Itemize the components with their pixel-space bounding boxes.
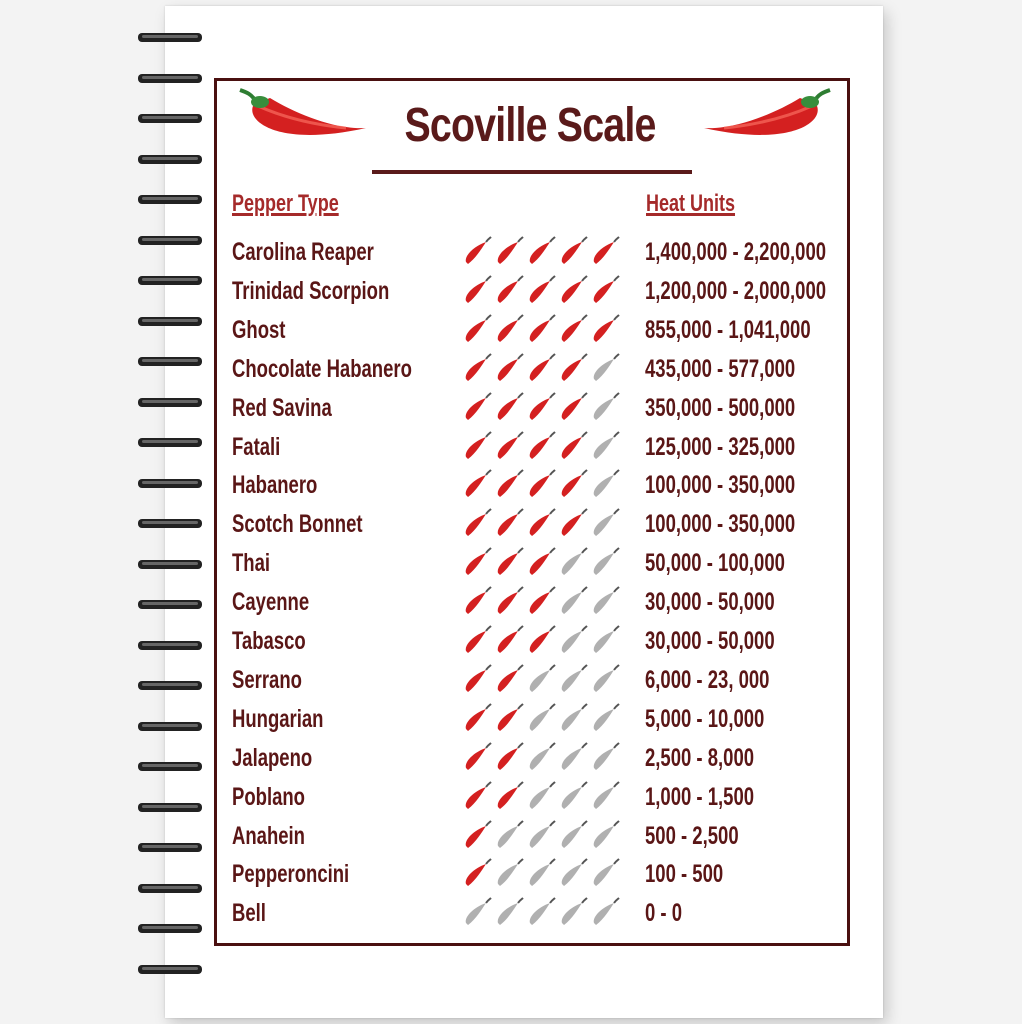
chili-pepper-icon bbox=[590, 508, 620, 538]
heat-rating bbox=[462, 353, 620, 383]
chili-pepper-icon bbox=[494, 703, 524, 733]
chili-pepper-icon bbox=[462, 625, 492, 655]
chili-pepper-icon bbox=[462, 469, 492, 499]
chili-pepper-icon bbox=[558, 781, 588, 811]
table-row bbox=[0, 390, 1022, 429]
heat-rating bbox=[462, 625, 620, 655]
chili-pepper-icon bbox=[526, 820, 556, 850]
chili-pepper-icon bbox=[462, 236, 492, 266]
heat-units-value: 500 - 2,500 bbox=[645, 821, 739, 850]
chili-pepper-icon bbox=[558, 586, 588, 616]
pepper-name: Red Savina bbox=[232, 393, 332, 422]
table-row bbox=[0, 351, 1022, 390]
table-row bbox=[0, 623, 1022, 662]
heat-rating bbox=[462, 547, 620, 577]
table-row bbox=[0, 545, 1022, 584]
chili-pepper-icon bbox=[236, 84, 376, 156]
chili-pepper-icon bbox=[558, 664, 588, 694]
chili-pepper-icon bbox=[494, 781, 524, 811]
heat-units-value: 2,500 - 8,000 bbox=[645, 743, 755, 772]
chili-pepper-icon bbox=[590, 703, 620, 733]
chili-pepper-icon bbox=[526, 547, 556, 577]
chili-pepper-icon bbox=[590, 547, 620, 577]
chili-pepper-icon bbox=[526, 508, 556, 538]
chili-pepper-icon bbox=[494, 314, 524, 344]
chili-pepper-icon bbox=[558, 392, 588, 422]
chili-pepper-icon bbox=[590, 586, 620, 616]
table-row bbox=[0, 312, 1022, 351]
heat-units-value: 100 - 500 bbox=[645, 860, 724, 889]
chili-pepper-icon bbox=[558, 625, 588, 655]
chili-pepper-icon bbox=[526, 586, 556, 616]
chili-pepper-icon bbox=[462, 897, 492, 927]
table-row bbox=[0, 467, 1022, 506]
chili-pepper-icon bbox=[494, 508, 524, 538]
pepper-name: Anahein bbox=[232, 821, 305, 850]
chili-pepper-icon bbox=[494, 858, 524, 888]
chili-pepper-icon bbox=[494, 742, 524, 772]
chili-pepper-icon bbox=[526, 742, 556, 772]
chili-pepper-icon bbox=[526, 858, 556, 888]
pepper-name: Poblano bbox=[232, 782, 305, 811]
heat-units-value: 5,000 - 10,000 bbox=[645, 704, 765, 733]
chili-pepper-icon bbox=[694, 84, 834, 156]
heat-units-value: 100,000 - 350,000 bbox=[645, 471, 796, 500]
heat-rating bbox=[462, 858, 620, 888]
chili-pepper-icon bbox=[494, 392, 524, 422]
heat-rating bbox=[462, 508, 620, 538]
chili-pepper-icon bbox=[462, 353, 492, 383]
chili-pepper-icon bbox=[590, 314, 620, 344]
chili-pepper-icon bbox=[590, 664, 620, 694]
heat-units-value: 50,000 - 100,000 bbox=[645, 549, 785, 578]
heat-rating bbox=[462, 314, 620, 344]
chili-pepper-icon bbox=[590, 897, 620, 927]
chili-pepper-icon bbox=[462, 314, 492, 344]
chili-pepper-icon bbox=[526, 625, 556, 655]
table-row bbox=[0, 818, 1022, 857]
chili-pepper-icon bbox=[590, 469, 620, 499]
pepper-name: Chocolate Habanero bbox=[232, 354, 412, 383]
chili-pepper-icon bbox=[526, 469, 556, 499]
chili-pepper-icon bbox=[494, 431, 524, 461]
chili-pepper-icon bbox=[462, 547, 492, 577]
chili-pepper-icon bbox=[526, 314, 556, 344]
chili-pepper-icon bbox=[494, 625, 524, 655]
column-header-pepper-type: Pepper Type bbox=[232, 190, 339, 217]
heat-units-value: 435,000 - 577,000 bbox=[645, 354, 796, 383]
page-title: Scoville Scale bbox=[404, 99, 656, 152]
heat-units-value: 30,000 - 50,000 bbox=[645, 627, 775, 655]
chili-pepper-icon bbox=[590, 820, 620, 850]
table-row bbox=[0, 740, 1022, 779]
heat-rating bbox=[462, 469, 620, 499]
pepper-name: Serrano bbox=[232, 665, 302, 694]
chili-pepper-icon bbox=[590, 781, 620, 811]
chili-pepper-icon bbox=[558, 742, 588, 772]
chili-pepper-icon bbox=[462, 858, 492, 888]
pepper-name: Tabasco bbox=[232, 627, 306, 655]
table-row bbox=[0, 701, 1022, 740]
heat-units-value: 125,000 - 325,000 bbox=[645, 432, 796, 461]
pepper-name: Cayenne bbox=[232, 588, 310, 617]
chili-pepper-icon bbox=[558, 275, 588, 305]
chili-pepper-icon bbox=[462, 664, 492, 694]
chili-pepper-icon bbox=[494, 897, 524, 927]
table-row bbox=[0, 506, 1022, 545]
chili-pepper-icon bbox=[526, 353, 556, 383]
table-row bbox=[0, 895, 1022, 934]
heat-rating bbox=[462, 781, 620, 811]
chili-pepper-icon bbox=[526, 431, 556, 461]
table-row bbox=[0, 273, 1022, 312]
chili-pepper-icon bbox=[462, 392, 492, 422]
column-header-heat-units: Heat Units bbox=[646, 190, 736, 217]
table-row bbox=[0, 662, 1022, 701]
pepper-name: Bell bbox=[232, 899, 266, 928]
heat-rating bbox=[462, 897, 620, 927]
chili-pepper-icon bbox=[462, 275, 492, 305]
spiral-coil bbox=[138, 30, 202, 46]
heat-units-value: 855,000 - 1,041,000 bbox=[645, 315, 811, 344]
table-row bbox=[0, 234, 1022, 273]
heat-units-value: 0 - 0 bbox=[645, 899, 683, 928]
heat-rating bbox=[462, 586, 620, 616]
chili-pepper-icon bbox=[462, 508, 492, 538]
heat-rating bbox=[462, 703, 620, 733]
chili-pepper-icon bbox=[526, 664, 556, 694]
chili-pepper-icon bbox=[462, 820, 492, 850]
chili-pepper-icon bbox=[590, 742, 620, 772]
chili-pepper-icon bbox=[590, 431, 620, 461]
table-row bbox=[0, 779, 1022, 818]
pepper-name: Carolina Reaper bbox=[232, 238, 374, 266]
chili-pepper-icon bbox=[494, 820, 524, 850]
chili-pepper-icon bbox=[558, 353, 588, 383]
chili-pepper-icon bbox=[558, 431, 588, 461]
spiral-coil bbox=[138, 192, 202, 208]
chili-pepper-icon bbox=[462, 742, 492, 772]
pepper-name: Hungarian bbox=[232, 704, 324, 733]
heat-rating bbox=[462, 431, 620, 461]
chili-pepper-icon bbox=[526, 275, 556, 305]
pepper-name: Ghost bbox=[232, 315, 286, 344]
chili-pepper-icon bbox=[494, 469, 524, 499]
heat-units-value: 6,000 - 23, 000 bbox=[645, 665, 770, 694]
heat-rating bbox=[462, 742, 620, 772]
chili-pepper-icon bbox=[558, 469, 588, 499]
chili-pepper-icon bbox=[590, 353, 620, 383]
chili-pepper-icon bbox=[494, 236, 524, 266]
chili-pepper-icon bbox=[558, 820, 588, 850]
chili-pepper-icon bbox=[590, 236, 620, 266]
pepper-name: Jalapeno bbox=[232, 743, 313, 772]
chili-pepper-icon bbox=[526, 392, 556, 422]
heat-units-value: 1,200,000 - 2,000,000 bbox=[645, 276, 827, 305]
table-row bbox=[0, 856, 1022, 895]
chili-pepper-icon bbox=[494, 586, 524, 616]
heat-rating bbox=[462, 664, 620, 694]
chili-pepper-icon bbox=[526, 236, 556, 266]
heat-units-value: 30,000 - 50,000 bbox=[645, 588, 775, 617]
spiral-coil bbox=[138, 962, 202, 978]
chili-pepper-icon bbox=[590, 275, 620, 305]
chili-pepper-icon bbox=[526, 897, 556, 927]
chili-pepper-icon bbox=[558, 508, 588, 538]
chili-pepper-icon bbox=[558, 703, 588, 733]
pepper-name: Habanero bbox=[232, 471, 318, 500]
heat-units-value: 1,000 - 1,500 bbox=[645, 782, 755, 811]
table-row bbox=[0, 584, 1022, 623]
chili-pepper-icon bbox=[494, 353, 524, 383]
pepper-name: Thai bbox=[232, 549, 271, 578]
table-row bbox=[0, 429, 1022, 468]
pepper-name: Fatali bbox=[232, 432, 281, 461]
heat-units-value: 350,000 - 500,000 bbox=[645, 393, 796, 422]
heat-units-value: 1,400,000 - 2,200,000 bbox=[645, 238, 827, 266]
chili-pepper-icon bbox=[494, 275, 524, 305]
chili-pepper-icon bbox=[558, 858, 588, 888]
heat-rating bbox=[462, 275, 620, 305]
pepper-name: Scotch Bonnet bbox=[232, 510, 363, 539]
chili-pepper-icon bbox=[526, 703, 556, 733]
chili-pepper-icon bbox=[590, 625, 620, 655]
chili-pepper-icon bbox=[558, 314, 588, 344]
pepper-name: Trinidad Scorpion bbox=[232, 276, 390, 305]
chili-pepper-icon bbox=[526, 781, 556, 811]
heat-rating bbox=[462, 236, 620, 266]
chili-pepper-icon bbox=[590, 858, 620, 888]
heat-rating bbox=[462, 392, 620, 422]
chili-pepper-icon bbox=[494, 664, 524, 694]
chili-pepper-icon bbox=[462, 703, 492, 733]
chili-pepper-icon bbox=[462, 431, 492, 461]
chili-pepper-icon bbox=[558, 547, 588, 577]
spiral-coil bbox=[138, 111, 202, 127]
chili-pepper-icon bbox=[558, 897, 588, 927]
chili-pepper-icon bbox=[462, 586, 492, 616]
heat-rating bbox=[462, 820, 620, 850]
chili-pepper-icon bbox=[590, 392, 620, 422]
pepper-name: Pepperoncini bbox=[232, 860, 350, 889]
spiral-coil bbox=[138, 71, 202, 87]
chili-pepper-icon bbox=[462, 781, 492, 811]
spiral-coil bbox=[138, 152, 202, 168]
chili-pepper-icon bbox=[494, 547, 524, 577]
title-underline bbox=[372, 170, 692, 174]
heat-units-value: 100,000 - 350,000 bbox=[645, 510, 796, 539]
chili-pepper-icon bbox=[558, 236, 588, 266]
